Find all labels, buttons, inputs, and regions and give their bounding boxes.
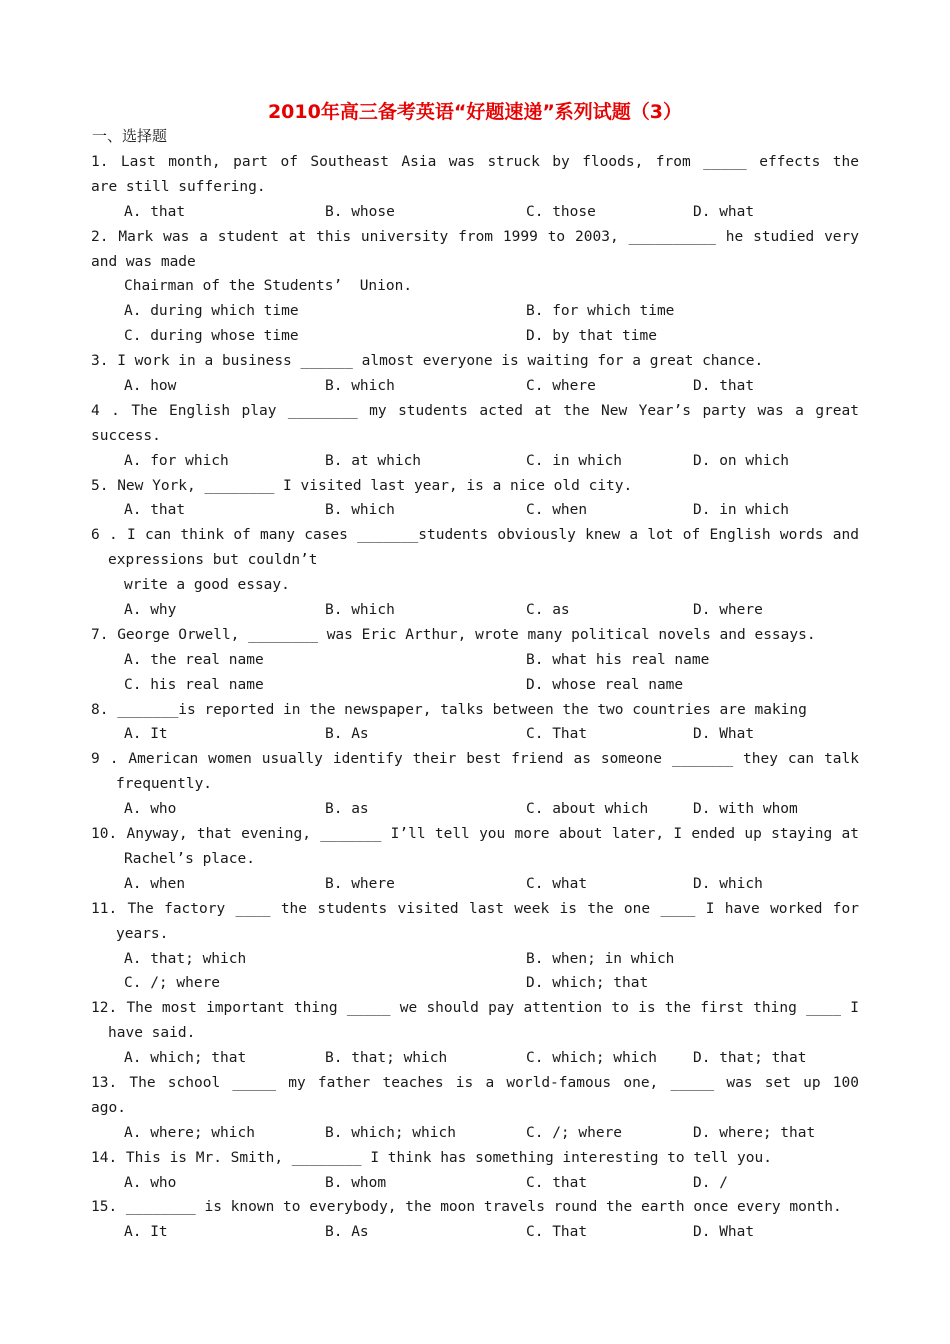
question-4-stem-cont: success. [91, 427, 161, 444]
option-c: C. That [526, 726, 588, 743]
question-1-stem: 1. Last month, part of Southeast Asia was struck by floods, from _____ effects the [91, 154, 859, 170]
question-4-options [91, 449, 859, 474]
option-b: B. whose [325, 203, 395, 220]
option-b: B. that; which [325, 1050, 448, 1067]
option-a: A. which; that [124, 1050, 247, 1067]
question-11-options-row1 [91, 947, 859, 972]
question-14-stem: 14. This is Mr. Smith, ________ I think has something interesting to tell you. [91, 1149, 772, 1166]
option-b: B. what his real name [526, 651, 710, 668]
question-6-stem: 6 . I can think of many cases _______students obviously knew a lot of English words and [91, 527, 859, 544]
question-11-stem: 11. The factory ____ the students visited last week is the one ____ I have worked for [91, 900, 859, 917]
option-d: D. What [693, 726, 755, 743]
option-c: C. in which [526, 452, 623, 469]
question-2-options-row1 [91, 299, 859, 324]
section-heading: 一、选择题 [92, 127, 168, 145]
option-b: B. as [325, 801, 369, 818]
question-6-stem-cont: write a good essay. [124, 577, 290, 594]
option-c: C. during whose time [124, 328, 299, 345]
question-1-options [91, 200, 859, 225]
question-list [91, 150, 859, 1245]
option-c: C. which; which [526, 1050, 657, 1067]
question-7-stem: 7. George Orwell, ________ was Eric Arthur, wrote many political novels and essays. [91, 626, 816, 643]
question-12-stem-cont: have said. [108, 1025, 196, 1042]
question-2-options-row2 [91, 324, 859, 349]
option-d: D. with whom [693, 801, 798, 818]
option-a: A. during which time [124, 303, 299, 320]
question-12-options [91, 1046, 859, 1071]
option-a: A. for which [124, 452, 229, 469]
question-15-stem: 15. ________ is known to everybody, the moon travels round the earth once every month. [91, 1199, 842, 1216]
option-d: D. What [693, 1224, 755, 1241]
question-9-stem-cont: frequently. [116, 776, 213, 793]
question-7-options-row1 [91, 648, 859, 673]
option-b: B. which [325, 378, 395, 395]
question-11-options-row2 [91, 971, 859, 996]
option-b: B. where [325, 875, 395, 892]
option-d: D. / [693, 1174, 728, 1191]
option-d: D. which [693, 875, 763, 892]
question-13-stem: 13. The school _____ my father teaches is a world-famous one, _____ was set up 100 [91, 1074, 859, 1091]
option-b: B. when; in which [526, 950, 675, 967]
option-c: C. /; where [526, 1124, 623, 1141]
option-d: D. in which [693, 502, 790, 519]
question-9-stem: 9 . American women usually identify their best friend as someone _______ they can talk [91, 751, 859, 768]
option-c: C. when [526, 502, 588, 519]
option-b: B. which [325, 502, 395, 519]
option-b: B. at which [325, 452, 422, 469]
option-d: D. where [693, 602, 763, 619]
option-d: D. where; that [693, 1124, 816, 1141]
option-b: B. which [325, 602, 395, 619]
question-10-stem: 10. Anyway, that evening, _______ I’ll tell you more about later, I ended up staying at [91, 826, 859, 843]
option-b: B. for which time [526, 303, 675, 320]
question-3-options [91, 374, 859, 399]
question-4-stem: 4 . The English play ________ my students acted at the New Year’s party was a great [91, 402, 859, 419]
option-d: D. what [693, 203, 755, 220]
question-2-stem-cont: and was made [91, 253, 196, 270]
option-c: C. That [526, 1224, 588, 1241]
document-title: 2010年高三备考英语“好题速递”系列试题（3） [267, 101, 683, 123]
question-12-stem: 12. The most important thing _____ we should pay attention to is the first thing ____ I [91, 1000, 859, 1017]
option-d: D. that [693, 378, 755, 395]
option-c: C. what [526, 875, 588, 892]
option-c: C. those [526, 203, 596, 220]
option-c: C. about which [526, 801, 649, 818]
option-a: A. that; which [124, 950, 247, 967]
question-8-options [91, 722, 859, 747]
option-d: D. that; that [693, 1050, 807, 1067]
question-2-stem: 2. Mark was a student at this university from 1999 to 2003, __________ he studied very [91, 228, 859, 245]
option-a: A. how [124, 378, 177, 395]
question-10-stem-cont: Rachel’s place. [124, 850, 255, 867]
option-c: C. where [526, 378, 596, 395]
option-c: C. that [526, 1174, 588, 1191]
option-a: A. that [124, 502, 186, 519]
question-13-options [91, 1121, 859, 1146]
option-b: B. which; which [325, 1124, 456, 1141]
option-a: A. why [124, 602, 177, 619]
question-11-stem-cont: years. [116, 925, 169, 942]
option-a: A. where; which [124, 1124, 255, 1141]
question-5-options [91, 498, 859, 523]
question-15-options [91, 1220, 859, 1245]
option-a: A. that [124, 203, 186, 220]
option-a: A. when [124, 875, 186, 892]
option-a: A. It [124, 1224, 168, 1241]
question-10-options [91, 872, 859, 897]
question-3-stem: 3. I work in a business ______ almost everyone is waiting for a great chance. [91, 353, 764, 370]
option-c: C. as [526, 602, 570, 619]
option-d: D. whose real name [526, 676, 684, 693]
question-13-stem-cont: ago. [91, 1099, 126, 1116]
question-8-stem: 8. _______is reported in the newspaper, talks between the two countries are making [91, 701, 807, 718]
option-b: B. whom [325, 1174, 387, 1191]
option-b: B. As [325, 1224, 369, 1241]
question-14-options [91, 1171, 859, 1196]
question-2-stem-cont: Chairman of the Students’ Union. [124, 278, 413, 295]
question-6-options [91, 598, 859, 623]
option-a: A. It [124, 726, 168, 743]
option-c: C. /; where [124, 975, 221, 992]
option-d: D. which; that [526, 975, 649, 992]
option-a: A. who [124, 801, 177, 818]
option-d: D. by that time [526, 328, 657, 345]
option-d: D. on which [693, 452, 790, 469]
question-1-stem-cont: are still suffering. [91, 178, 266, 195]
question-9-options [91, 797, 859, 822]
option-a: A. who [124, 1174, 177, 1191]
question-5-stem: 5. New York, ________ I visited last year, is a nice old city. [91, 477, 633, 494]
option-c: C. his real name [124, 676, 264, 693]
option-a: A. the real name [124, 651, 264, 668]
question-6-stem-cont: expressions but couldn’t [108, 552, 318, 569]
question-7-options-row2 [91, 673, 859, 698]
option-b: B. As [325, 726, 369, 743]
